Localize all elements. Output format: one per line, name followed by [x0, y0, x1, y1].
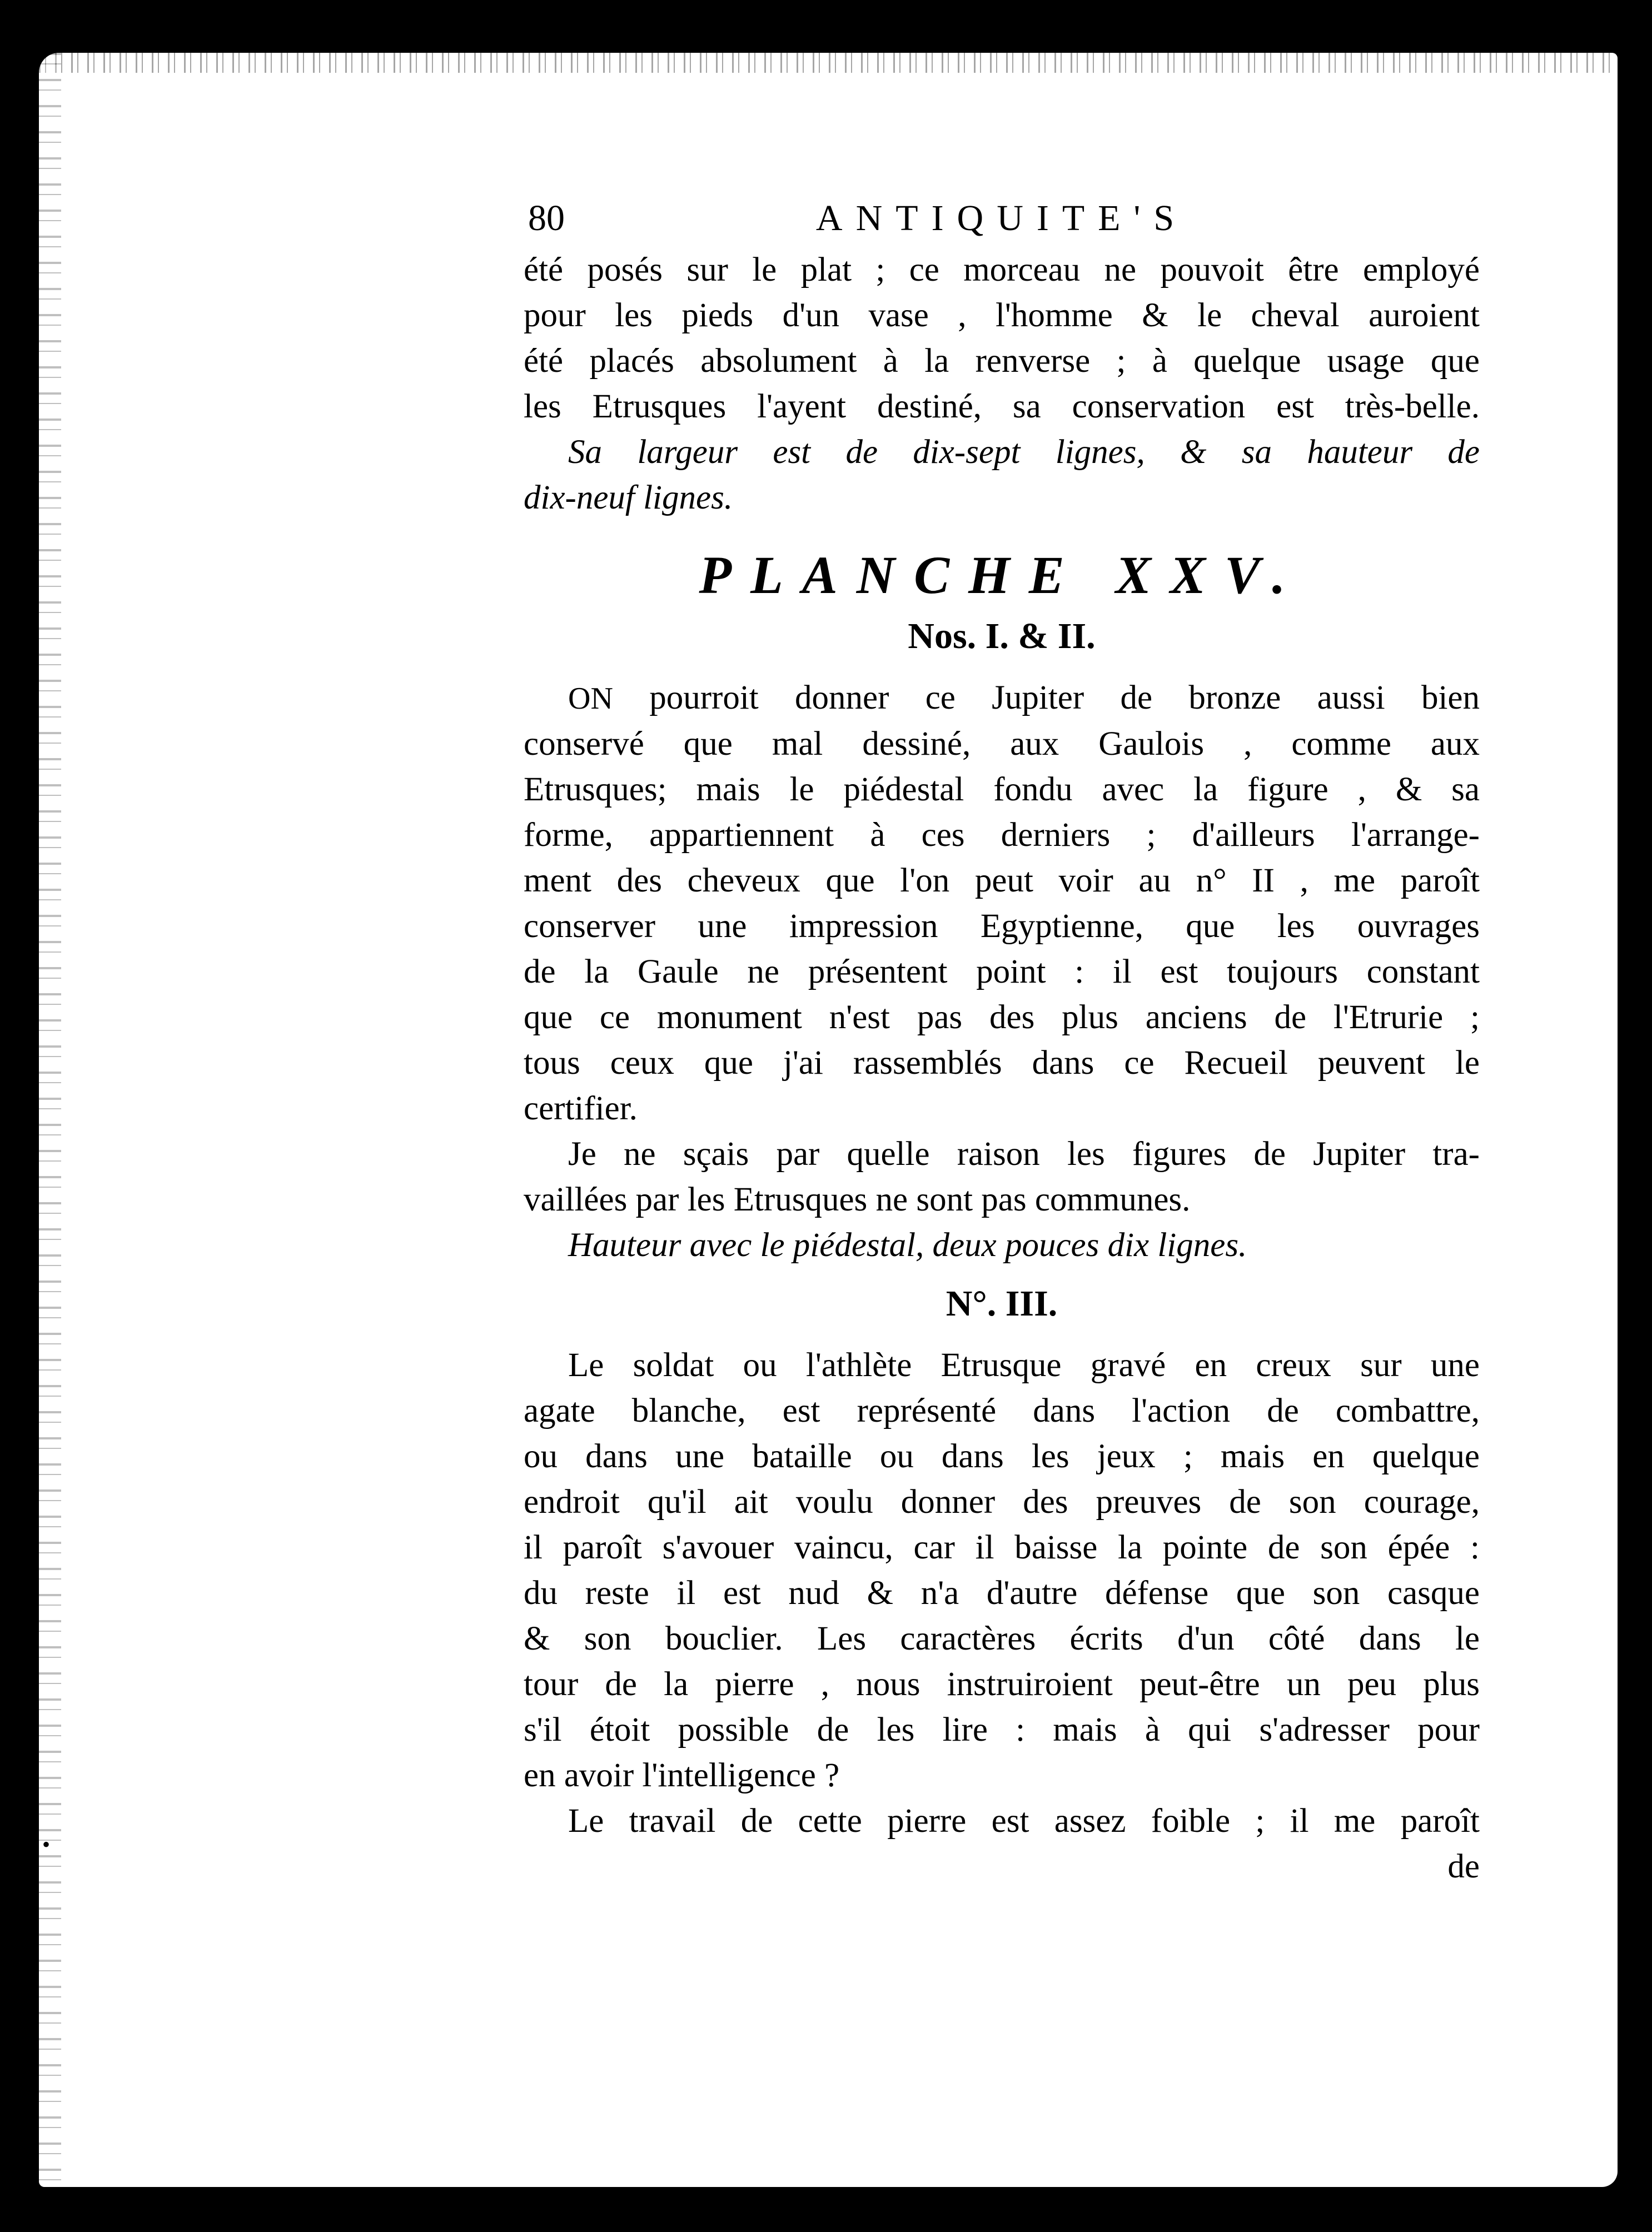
text-line: certifier. — [524, 1090, 638, 1127]
text-line: été placés absolument à la renverse ; à quelque usage que — [524, 342, 1480, 380]
measure-line: Hauteur avec le piédestal, deux pouces dix lignes. — [568, 1227, 1247, 1264]
section-heading-1: Nos. I. & II. — [908, 616, 1096, 656]
text-line: Je ne sçais par quelle raison les figures de Jupiter tra- — [568, 1135, 1480, 1173]
text-line: que ce monument n'est pas des plus anciens de l'Etrurie ; — [524, 999, 1480, 1036]
scan-edge-left — [39, 53, 61, 2187]
text-line: les Etrusques l'ayent destiné, sa conservation est très-belle. — [524, 388, 1480, 425]
text-line: pour les pieds d'un vase , l'homme & le cheval auroient — [524, 297, 1480, 334]
text-line: tous ceux que j'ai rassemblés dans ce Recueil peuvent le — [524, 1044, 1480, 1082]
text-line: & son bouclier. Les caractères écrits d'un côté dans le — [524, 1620, 1480, 1657]
margin-mark: • — [42, 1832, 51, 1857]
text-line: tour de la pierre , nous instruiroient peut-être un peu plus — [524, 1666, 1480, 1703]
text-line: conserver une impression Egyptienne, que les ouvrages — [524, 908, 1480, 945]
text-line: vaillées par les Etrusques ne sont pas communes. — [524, 1181, 1191, 1218]
text-line: Le soldat ou l'athlète Etrusque gravé en creux sur une — [568, 1347, 1480, 1384]
section-1-paragraph-1 — [524, 675, 1480, 1132]
section-2-paragraph-1 — [524, 1343, 1480, 1798]
catchword: de — [1447, 1848, 1480, 1885]
text-line: été posés sur le plat ; ce morceau ne pouvoit être employé — [524, 251, 1480, 288]
text-line: de la Gaule ne présentent point : il est toujours constant — [524, 953, 1480, 990]
page-number: 80 — [528, 198, 565, 238]
text-line: conservé que mal dessiné, aux Gaulois , comme aux — [524, 725, 1480, 763]
text-line: Le travail de cette pierre est assez foible ; il me paroît — [568, 1802, 1480, 1840]
book-page — [39, 53, 1618, 2187]
drop-cap-word: ON — [568, 681, 613, 716]
measure-line: Sa largeur est de dix-sept lignes, & sa hauteur de — [568, 434, 1480, 471]
section-1-paragraph-2 — [524, 1132, 1480, 1223]
page-header — [524, 193, 1480, 243]
text-line: endroit qu'il ait voulu donner des preuves de son courage, — [524, 1483, 1480, 1521]
text-line: du reste il est nud & n'a d'autre défense que son casque — [524, 1575, 1480, 1612]
intro-paragraph — [524, 247, 1480, 521]
text-line: forme, appartiennent à ces derniers ; d'ailleurs l'arrange- — [524, 816, 1480, 854]
text-line — [524, 675, 1480, 721]
body-text — [524, 247, 1480, 1890]
plate-title: PLANCHE XXV. — [699, 545, 1305, 605]
text-line: il paroît s'avouer vaincu, car il baisse la pointe de son épée : — [524, 1529, 1480, 1566]
section-heading-2: N°. III. — [946, 1283, 1058, 1324]
running-title: ANTIQUITE'S — [815, 198, 1188, 238]
scan-edge-top — [39, 53, 1618, 73]
text-line: ou dans une bataille ou dans les jeux ; mais en quelque — [524, 1438, 1480, 1475]
text-line: s'il étoit possible de les lire : mais à qui s'adresser pour — [524, 1711, 1480, 1748]
text-line: Etrusques; mais le piédestal fondu avec la figure , & sa — [524, 771, 1480, 808]
text-line: agate blanche, est représenté dans l'action de combattre, — [524, 1392, 1480, 1429]
section-2-paragraph-2 — [524, 1798, 1480, 1890]
measure-line: dix-neuf lignes. — [524, 479, 733, 516]
text-line: ment des cheveux que l'on peut voir au n° II , me paroît — [524, 862, 1480, 899]
text-span: pourroit donner ce Jupiter de bronze aussi bien — [613, 679, 1480, 716]
text-line: en avoir l'intelligence ? — [524, 1757, 840, 1794]
